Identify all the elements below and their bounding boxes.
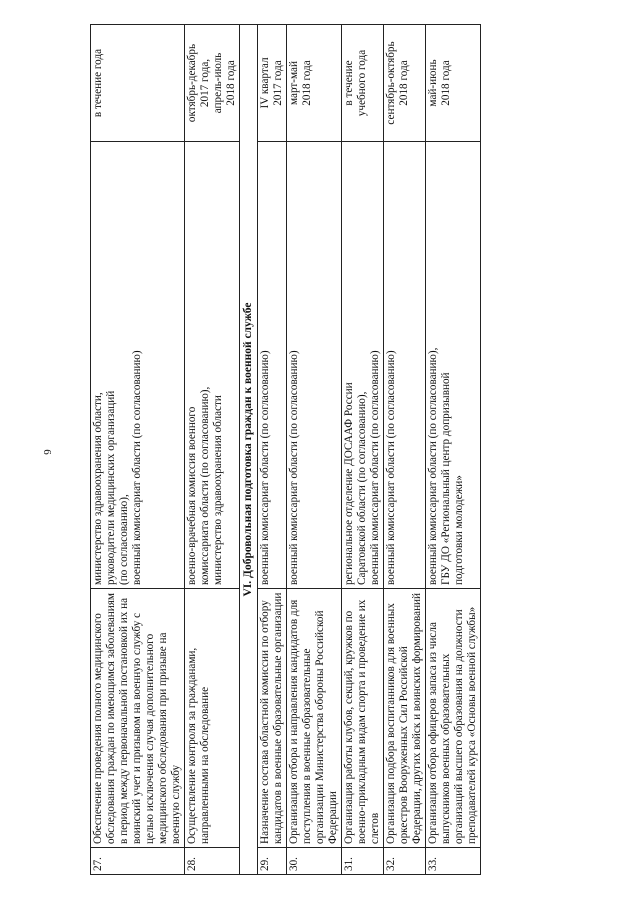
- event-description: Организация отбора и направления кандидатов для поступления в военные образовательные организации Министерства обороны Российской Федерации: [287, 589, 342, 848]
- executors: [426, 142, 481, 589]
- executors-line: руководители медицинских организаций: [105, 390, 117, 585]
- event-description: Организация отбора офицеров запаса из числа выпускников военных образовательных организаций высшего образования на должности преподавателей курса «Основы военной службы»: [426, 589, 481, 848]
- period-line: октябрь-декабрь: [186, 43, 198, 123]
- plan-table-body: [91, 25, 481, 875]
- period-line: 2018 года: [301, 60, 313, 106]
- executors-line: военный комиссариат области (по согласованию): [131, 350, 143, 585]
- section-header-row: [240, 25, 258, 875]
- row-number: 28.: [185, 848, 240, 875]
- executors-line: военный комиссариат области (по согласованию),: [427, 347, 439, 585]
- row-number: 33.: [426, 848, 481, 875]
- period: [426, 25, 481, 142]
- period-line: 2017 года: [272, 60, 284, 106]
- period-line: апрель-июль: [212, 52, 224, 114]
- plan-table: [90, 24, 481, 875]
- executors-line: военный комиссариат области (по согласованию): [369, 350, 381, 585]
- period-line: IV квартал: [259, 57, 271, 109]
- executors-line: Саратовской области (по согласованию),: [356, 391, 368, 585]
- period-line: в течение: [343, 60, 355, 106]
- period-line: учебного года: [356, 49, 368, 117]
- row-number: 27.: [91, 848, 185, 875]
- executors-line: подготовки молодежи»: [453, 475, 465, 585]
- period-line: май-июнь: [427, 59, 439, 107]
- period: [185, 25, 240, 142]
- event-description: Осуществление контроля за гражданами, направленными на обследование: [185, 589, 240, 848]
- page-number: 6: [40, 449, 53, 455]
- period: [258, 25, 287, 142]
- rotated-table-wrapper: [90, 30, 627, 875]
- event-description: Назначение состава областной комиссии по отбору кандидатов в военные образовательные организации: [258, 589, 287, 848]
- executors-line: министерство здравоохранения области: [212, 395, 224, 585]
- rotated-table: [90, 30, 627, 875]
- executors: [91, 142, 185, 589]
- executors: [185, 142, 240, 589]
- table-row: [426, 25, 481, 875]
- period: [384, 25, 426, 142]
- executors: [342, 142, 384, 589]
- row-number: 30.: [287, 848, 342, 875]
- executors-line: военный комиссариат области (по согласованию): [385, 350, 397, 585]
- executors: [384, 142, 426, 589]
- table-row: [287, 25, 342, 875]
- executors-line: (по согласованию),: [118, 494, 130, 585]
- section-title: VI. Добровольная подготовка граждан к военной службе: [240, 25, 258, 875]
- event-description: Обеспечение проведения полного медицинского обследования граждан по имеющимся заболеваниям в период между первоначальной постановкой их на воинский учет и призывом на военную службу с целью исключения случая дополнительного медицинского обследования при призыве на военную службу: [91, 589, 185, 848]
- executors-line: региональное отделение ДОСААФ России: [343, 382, 355, 585]
- period-line: 2018 года: [398, 60, 410, 106]
- period: [342, 25, 384, 142]
- row-number: 29.: [258, 848, 287, 875]
- table-row: [258, 25, 287, 875]
- period-line: в течение года: [92, 48, 104, 118]
- executors-line: ГБУ ДО «Региональный центр допризывной: [440, 372, 452, 585]
- period-line: 2017 года,: [199, 58, 211, 108]
- period-line: сентябрь-октябрь: [385, 41, 397, 125]
- period: [91, 25, 185, 142]
- event-description: Организация подбора воспитанников для военных оркестров Вооруженных Сил Российской Федерации, других войск и воинских формирований: [384, 589, 426, 848]
- executors-line: комиссариата области (по согласованию),: [199, 386, 211, 585]
- executors-line: военно-врачебная комиссия военного: [186, 406, 198, 585]
- table-row: [342, 25, 384, 875]
- event-description: Организация работы клубов, секций, кружков по военно-прикладным видам спорта и проведение их слетов: [342, 589, 384, 848]
- row-number: 32.: [384, 848, 426, 875]
- executors: [258, 142, 287, 589]
- period-line: 2018 года: [225, 60, 237, 106]
- executors: [287, 142, 342, 589]
- row-number: 31.: [342, 848, 384, 875]
- executors-line: министерство здравоохранения области,: [92, 392, 104, 585]
- table-row: [91, 25, 185, 875]
- period-line: март-май: [288, 61, 300, 105]
- table-row: [185, 25, 240, 875]
- executors-line: военный комиссариат области (по согласованию): [259, 350, 271, 585]
- period: [287, 25, 342, 142]
- table-row: [384, 25, 426, 875]
- period-line: 2018 года: [440, 60, 452, 106]
- executors-line: военный комиссариат области (по согласованию): [288, 350, 300, 585]
